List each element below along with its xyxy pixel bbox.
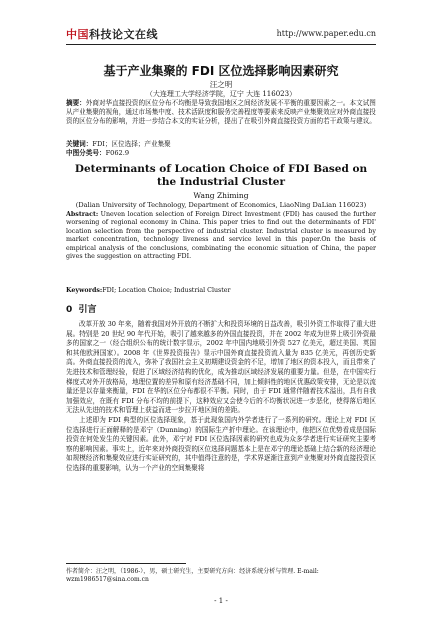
chinese-keywords-label: 关键词： <box>66 140 93 148</box>
section-number: 0 <box>66 305 73 315</box>
body-paragraph: 上述即为 FDI 典型的区位选择现象，基于此现象国内外学者进行了一系列的研究。理论上对 FDI 区位选择进行正面解释的是邓宁（Dunning）的国际生产折中理论。在该理论中，他把区位优势看成是国际投资在何处发生的关键因素。此外，邓宁对 FDI 区位选择因素的研究也成为众多学者进行实证研究主要考察的影响因素。事实上，近年来对外商投资的区位选择问题基本上是在邓宁的理论基础上结合新的经济理论如规模经济和集聚效应进行实证研究的，其中值得注意的是，学术界逐渐注意到产业集聚对外商直接投资区位选择的重要影响，认为一个产业的空间集聚将 <box>66 415 376 472</box>
english-abstract-text: Uneven location selection of Foreign Direct Investment (FDI) has caused the further worsening of regional economy in China. This paper tries to find out the determinants of FDI' location selection from the perspective of industrial cluster. Industrial cluster is measured by market concentration, technology liveness and service level in this paper.On the basis of empirical analysis of the conclusions, combinating the economic situation of China, the paper gives the suggestion on attracting FDI. <box>66 211 376 261</box>
page-header <box>66 26 376 46</box>
body-text <box>66 320 376 474</box>
classification-label: 中图分类号： <box>66 149 106 157</box>
chinese-abstract-text: 外商对华直接投资的区位分布不均衡是导致我国地区之间经济发展不平衡的重要因素之一。本文试图从产业集聚的视角，通过市场集中度、技术活跃度和服务完善程度等要素来反映产业集聚效应对外商直接投资的区位分布的影响，并进一步结合本文的实证分析，提出了在吸引外商直接投资方面的若干政策与建议。 <box>66 99 376 125</box>
chinese-affiliation: （大连理工大学经济学院，辽宁 大连 116023） <box>145 90 297 98</box>
english-author: Wang Zhiming <box>193 191 249 200</box>
chinese-keywords-text: FDI；区位选择；产业集聚 <box>92 140 171 148</box>
chinese-title: 基于产业集聚的 FDI 区位选择影响因素研究 <box>103 64 339 78</box>
logo-text-part1: 中国 <box>66 28 89 41</box>
footnote-divider <box>66 563 186 564</box>
body-paragraph: 改革开放 30 年来，随着我国对外开放的不断扩大和投资环境的日益改善，吸引外资工作取得了重大进展。特别是 20 世纪 90 年代开始，吸引了越来越多的外国直接投资，并在 2002 年成为世界上吸引外资最多的国家之一（经合组织公布的统计数字显示，2002 年中国内地吸引外资 527 亿美元，超过美国、英国和其他欧洲国家）。2008 年《世界投资报告》显示中国外商直接投资流入量为 835 亿美元，再创历史新高。外商直接投资的流入，弥补了我国社会主义初期建设资金的不足，增加了地区的资本投入，而且带来了先进技术和管理经验，促进了区域经济结构的优化，成为推动区域经济发展的重要力量。但是，在中国实行梯度式对外开放格局，地理位置的差异和原有经济基础不同，加上倾斜性的地区优惠政策安排，无论是以流量还是以存量来衡量，FDI 在华的区位分布都很不平衡。同时，由于 FDI 通常伴随着技术溢出，具有自我加强效应，在既有 FDI 分布不均的前提下，这种效应又会使今后的不均衡状况进一步恶化，使得落后地区无法从先进的技术和管理上获益而进一步拉开地区间的差距。 <box>66 320 376 415</box>
section-heading-introduction <box>66 302 97 315</box>
section-title: 引言 <box>78 305 97 315</box>
header-url-link[interactable]: http://www.paper.edu.cn <box>276 29 376 38</box>
english-abstract <box>66 211 376 261</box>
page-number: - 1 - <box>214 597 228 605</box>
english-keywords-text: FDI; Location Choice; Industrial Cluster <box>102 287 231 294</box>
author-footnote: 作者简介：汪之明，（1986-），男，硕士研究生，主要研究方向：经济系统分析与管理. E-mail: wzm1986517@sina.com.cn <box>66 568 319 583</box>
classification-number <box>66 147 376 157</box>
logo-text-part2: 科技论文在线 <box>89 28 158 41</box>
chinese-abstract <box>66 99 376 126</box>
english-affiliation: (Dalian University of Technology, Department of Economics, LiaoNing DaLian 116023) <box>75 201 367 209</box>
header-divider <box>66 44 376 45</box>
english-title: Determinants of Location Choice of FDI Based on the Industrial Cluster <box>74 163 368 188</box>
english-keywords-label: Keywords: <box>66 287 103 294</box>
classification-value: F062.9 <box>105 149 130 157</box>
english-abstract-label: Abstract: <box>66 211 99 218</box>
chinese-abstract-label: 摘要： <box>66 99 86 107</box>
english-keywords <box>66 287 376 294</box>
chinese-author: 汪之明 <box>209 80 233 89</box>
journal-logo[interactable] <box>66 26 158 42</box>
